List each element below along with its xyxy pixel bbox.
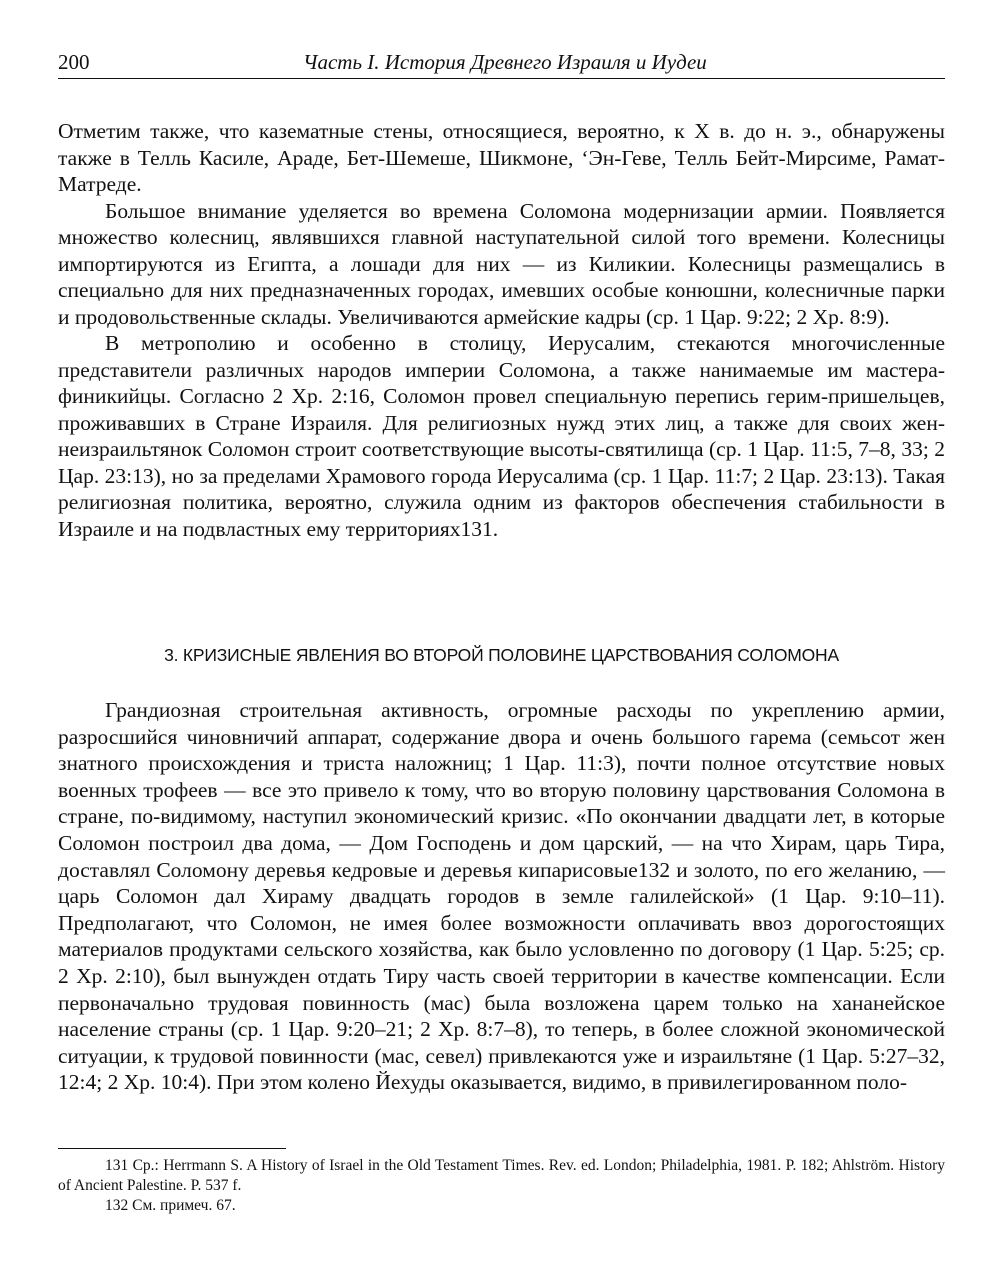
page-number: 200 [58, 50, 90, 74]
paragraph-2: Большое внимание уделяется во времена Соломона модернизации армии. Появляется множество колесниц, являвшихся главной наступательной силой того времени. Колесницы импортируются из Египта, а лошади для них — из Киликии. Колесницы размещались в специально для них предназначенных городах, имевших особые конюшни, колесничные парки и продовольственные склады. Увеличиваются армейские кадры (ср. 1 Цар. 9:22; 2 Хр. 8:9). [58, 198, 945, 329]
footnote-131: 131 Ср.: Herrmann S. A History of Israel in the Old Testament Times. Rev. ed. London; Philadelphia, 1981. P. 182; Ahlström. History of Ancient Palestine. P. 537 f. [58, 1157, 945, 1194]
footnote-132: 132 См. примеч. 67. [105, 1197, 236, 1214]
section-heading: 3. КРИЗИСНЫЕ ЯВЛЕНИЯ ВО ВТОРОЙ ПОЛОВИНЕ ЦАРСТВОВАНИЯ СОЛОМОНА [164, 645, 839, 665]
footnotes [58, 1156, 945, 1216]
running-title: Часть I. История Древнего Израиля и Иудеи [303, 50, 707, 74]
running-head [58, 50, 945, 79]
body-text [58, 118, 945, 542]
footnote-divider [58, 1148, 286, 1149]
section-body [58, 697, 945, 1096]
paragraph-1: Отметим также, что казематные стены, относящиеся, вероятно, к X в. до н. э., обнаружены также в Телль Касиле, Араде, Бет-Шемеше, Шикмоне, ‘Эн-Геве, Телль Бейт-Мирсиме, Рамат-Матреде. [58, 119, 945, 196]
paragraph-3: В метрополию и особенно в столицу, Иерусалим, стекаются многочисленные представители различных народов империи Соломона, а также нанимаемые им мастера-финикийцы. Согласно 2 Хр. 2:16, Соломон провел специальную перепись герим-пришельцев, проживавших в Стране Израиля. Для религиозных нужд этих лиц, а также для своих жен-неизраильтянок Соломон строит соответствующие высоты-святилища (ср. 1 Цар. 11:5, 7–8, 33; 2 Цар. 23:13), но за пределами Храмового города Иерусалима (ср. 1 Цар. 11:7; 2 Цар. 23:13). Такая религиозная политика, вероятно, служила одним из факторов обеспечения стабильности в Израиле и на подвластных ему территориях131. [58, 331, 945, 541]
paragraph-4: Грандиозная строительная активность, огромные расходы по укреплению армии, разросшийся чиновничий аппарат, содержание двора и очень большого гарема (семьсот жен знатного происхождения и триста наложниц; 1 Цар. 11:3), почти полное отсутствие новых военных трофеев — все это привело к тому, что во вторую половину царствования Соломона в стране, по-видимому, наступил экономический кризис. «По окончании двадцати лет, в которые Соломон построил два дома, — Дом Господень и дом царский, — на что Хирам, царь Тира, доставлял Соломону деревья кедровые и деревья кипарисовые132 и золото, по его желанию, — царь Соломон дал Хираму двадцать городов в земле галилейской» (1 Цар. 9:10–11). Предполагают, что Соломон, не имея более возможности оплачивать ввоз дорогостоящих материалов продуктами сельского хозяйства, как было условленно по договору (1 Цар. 5:25; ср. 2 Хр. 2:10), был вынужден отдать Тиру часть своей территории в качестве компенсации. Если первоначально трудовая повинность (мас) была возложена царем только на хананейское население страны (ср. 1 Цар. 9:20–21; 2 Хр. 8:7–8), то теперь, в более сложной экономической ситуации, к трудовой повинности (мас, севел) привлекаются уже и израильтяне (1 Цар. 5:27–32, 12:4; 2 Хр. 10:4). При этом колено Йехуды оказывается, видимо, в привилегированном поло- [58, 698, 945, 1095]
